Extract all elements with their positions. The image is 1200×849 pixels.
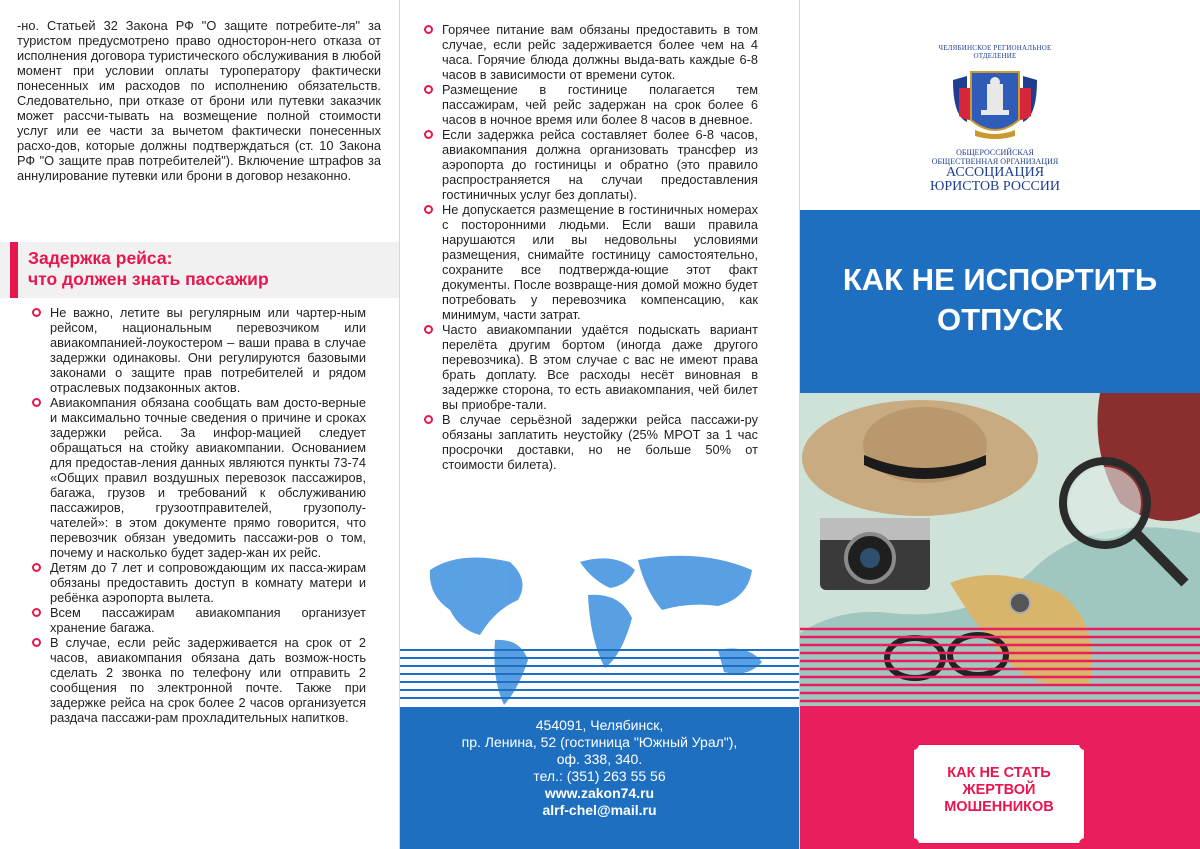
list-item: Размещение в гостинице полагается тем пассажирам, чей рейс задержан на срок более 6 часов в ночное время или более 8 часов в дневное.	[418, 82, 758, 127]
left-panel	[0, 0, 399, 849]
logo-association-name: АССОЦИАЦИЯ ЮРИСТОВ РОССИИ	[929, 165, 1061, 194]
intro-paragraph: -но. Статьей 32 Закона РФ "О защите потребите-ля" за туристом предусмотрено право односторон-него отказа от исполнения договора туристического обслуживания в любой момент при условии оплаты туроператору фактически понесенных им расходов по исполнению обязательств. Следовательно, при отказе от брони или путевки заказчик может рассчи-тывать на возмещение полной стоимости услуг или ее части за вычетом фактически понесенных расхо-дов, которые должны подтверждаться (ст. 10 Закона РФ "О защите прав потребителей"). Включение штрафов за аннулирование путевки или брони в договор незаконно.	[17, 18, 381, 183]
address-line-1: 454091, Челябинск,	[535, 717, 664, 733]
bullet-circle-icon	[424, 85, 433, 94]
logo-org-text: ОБЩЕРОССИЙСКАЯ ОБЩЕСТВЕННАЯ ОРГАНИЗАЦИЯ	[931, 148, 1059, 166]
bullet-circle-icon	[32, 608, 41, 617]
brochure-title: КАК НЕ ИСПОРТИТЬ ОТПУСК	[842, 262, 1158, 337]
list-item: Авиакомпания обязана сообщать вам досто-верные и максимально точные сведения о причине и сроках задержки рейса. За инфор-мацией следует обращаться на стойку авиакомпании. Основанием для предостав-ления данных являются пункты 73-74 «Общих правил воздушных перевозок пассажиров, багажа, грузов и требований к обслуживанию пассажиров, грузоотправителей, грузополу-чателей»: в этом документе прямо говорится, что перевозчик обязан уведомить пассажи-ров о том, почему и насколько будет задер-жан их рейс.	[26, 395, 366, 560]
list-item: Горячее питание вам обязаны предоставить в том случае, если рейс задерживается более чем на 4 часа. Горячие блюда должны выда-вать каждые 6-8 часов в зависимости от времени суток.	[418, 22, 758, 82]
ticket-label: КАК НЕ СТАТЬ ЖЕРТВОЙ МОШЕННИКОВ	[944, 765, 1054, 815]
logo-region-text: ЧЕЛЯБИНСКОЕ РЕГИОНАЛЬНОЕ ОТДЕЛЕНИЕ	[938, 44, 1052, 60]
world-map-illustration	[400, 540, 799, 710]
bullet-circle-icon	[32, 563, 41, 572]
logo-area	[800, 0, 1200, 210]
contact-block	[400, 707, 799, 849]
travel-photo	[800, 393, 1200, 706]
heading-line-2: что должен знать пассажир	[28, 269, 269, 289]
cover-panel	[800, 0, 1200, 849]
left-bullet-list	[26, 305, 366, 725]
list-item: Детям до 7 лет и сопровождающим их пасса-жирам обязаны предоставить доступ в комнату матери и ребёнка аэропорта вылета.	[26, 560, 366, 605]
list-item: Не важно, летите вы регулярным или чартер-ным рейсом, национальным перевозчиком или авиакомпанией-лоукостером – ваши права в случае задержки одинаковы. Они регулируются базовыми законами о защите прав потребителей и рядом отраслевых подзаконных актов.	[26, 305, 366, 395]
phone-text: тел.: (351) 263 55 56	[533, 768, 666, 784]
bullet-circle-icon	[424, 205, 433, 214]
bullet-circle-icon	[32, 398, 41, 407]
middle-bullet-list	[418, 22, 758, 472]
list-item: Не допускается размещение в гостиничных номерах с посторонними людьми. Если ваши правила нарушаются или вы недовольны условиями размещения, снимайте гостиницу самостоятельно, сохраните все подтвержда-ющие этот факт документы. После возвраще-ния домой можно будет потребовать у перевозчика компенсацию, как минимум, части затрат.	[418, 202, 758, 322]
bullet-circle-icon	[424, 130, 433, 139]
middle-panel	[400, 0, 799, 849]
heading-accent-bar	[10, 242, 18, 298]
bottom-band	[800, 706, 1200, 849]
bullet-circle-icon	[424, 415, 433, 424]
list-item: Если задержка рейса составляет более 6-8 часов, авиакомпания должна организовать трансфер из аэропорта до гостиницы и обратно (это правило распространяется на случаи предоставления гостиничных услуг без доплаты).	[418, 127, 758, 202]
heading-line-1: Задержка рейса:	[28, 248, 173, 268]
title-band	[800, 210, 1200, 393]
website-link[interactable]: www.zakon74.ru	[544, 785, 655, 801]
email-link[interactable]: alrf-chel@mail.ru	[542, 802, 657, 818]
bullet-circle-icon	[424, 25, 433, 34]
section-heading	[0, 242, 399, 298]
bullet-circle-icon	[424, 325, 433, 334]
list-item: Часто авиакомпании удаётся подыскать вариант перелёта другим бортом (иногда даже другого перевозчика). В этом случае с вас не имеют права брать доплату. Все расходы несёт виновная в задержке сторона, то есть авиакомпания, чей билет вы приобре-тали.	[418, 322, 758, 412]
list-item: Всем пассажирам авиакомпания организует хранение багажа.	[26, 605, 366, 635]
bullet-circle-icon	[32, 308, 41, 317]
association-emblem-icon	[945, 62, 1045, 144]
bullet-circle-icon	[32, 638, 41, 647]
address-line-2: пр. Ленина, 52 (гостиница "Южный Урал"),	[461, 734, 738, 750]
list-item: В случае, если рейс задерживается на срок от 2 часов, авиакомпания обязана дать возмож-ность сделать 2 звонка по телефону или отправить 2 сообщения по электронной почте. Также при задержке рейса на срок более 2 часов организуется раздача пассажи-рам прохладительных напитков.	[26, 635, 366, 725]
address-line-3: оф. 338, 340.	[556, 751, 643, 767]
ticket-badge	[913, 744, 1085, 844]
list-item: В случае серьёзной задержки рейса пассажи-ру обязаны заплатить неустойку (25% МРОТ за 1 час просрочки доставки, но не больше 50% от стоимости билета).	[418, 412, 758, 472]
